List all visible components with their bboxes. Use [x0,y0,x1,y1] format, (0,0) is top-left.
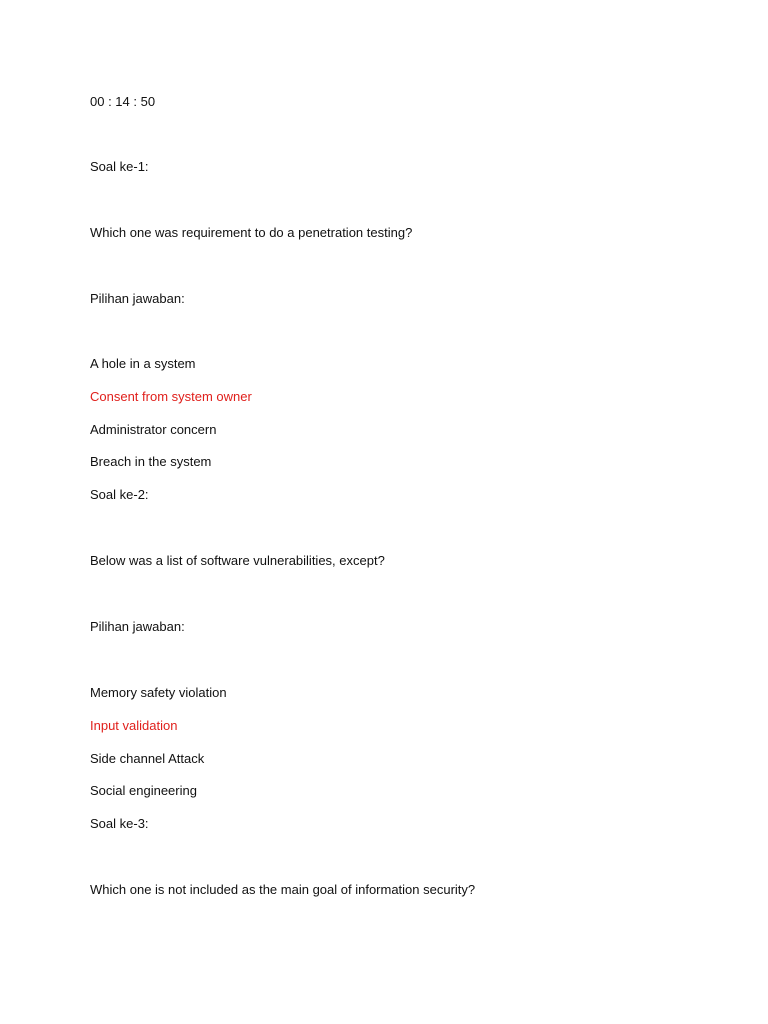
question-1-option-2-correct: Consent from system owner [90,389,252,404]
question-1-text: Which one was requirement to do a penetration testing? [90,225,413,240]
question-2-option-3: Side channel Attack [90,751,205,766]
question-2-option-1: Memory safety violation [90,685,227,700]
timer: 00 : 14 : 50 [90,94,156,109]
question-1-option-4: Breach in the system [90,454,212,469]
question-3-heading: Soal ke-3: [90,816,149,831]
question-2-options-label: Pilihan jawaban: [90,619,185,634]
question-2-heading: Soal ke-2: [90,487,149,502]
question-2-option-4: Social engineering [90,783,197,798]
question-1-options-label: Pilihan jawaban: [90,291,185,306]
question-2-text: Below was a list of software vulnerabilities, except? [90,553,385,568]
question-1-option-1: A hole in a system [90,356,196,371]
question-1-option-3: Administrator concern [90,422,217,437]
question-2-option-2-correct: Input validation [90,718,178,733]
question-3-text: Which one is not included as the main goal of information security? [90,882,476,897]
question-1-heading: Soal ke-1: [90,159,149,174]
